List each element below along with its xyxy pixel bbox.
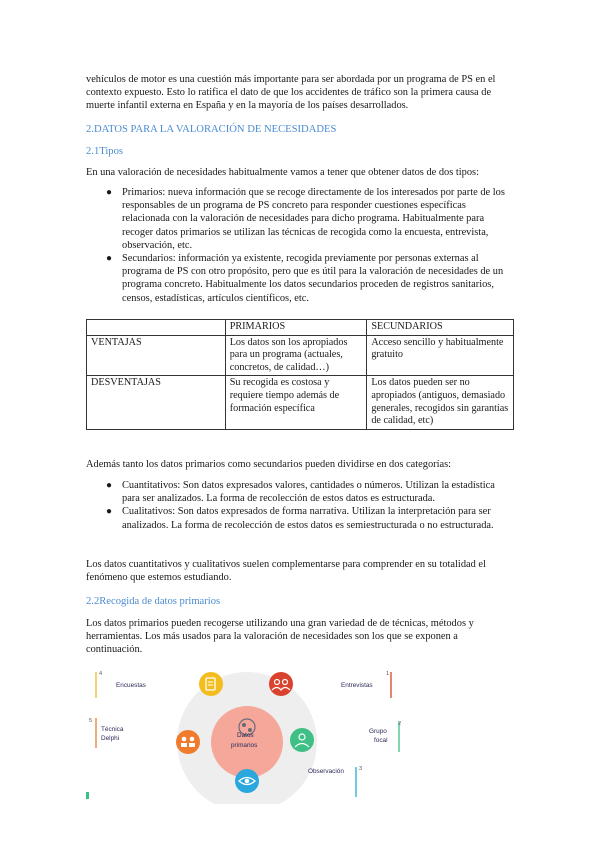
table-cell: SECUNDARIOS	[367, 320, 514, 336]
item-number: 1	[386, 671, 390, 677]
center-label: primarios	[231, 742, 258, 749]
observacion-icon	[235, 769, 259, 793]
complemento-paragraph: Los datos cuantitativos y cualitativos suelen complementarse para comprender en su totalidad el fenómeno que estemos estudiando.	[86, 559, 486, 584]
bullet-icon: ●	[106, 253, 113, 265]
bullet-icon: ●	[106, 480, 113, 491]
corner-mark	[86, 792, 89, 799]
table-row	[87, 376, 514, 429]
item-number: 5	[89, 718, 93, 724]
entrevistas-icon	[269, 672, 293, 696]
table-row	[87, 335, 514, 376]
list-item: ● Cualitativos: Son datos expresados de forma narrativa. Utilizan la interpretación para ser analizados. La forma de recolección de estos datos es semiestructurada o no estructurada.	[106, 506, 494, 531]
encuestas-icon	[199, 672, 223, 696]
comparison-table	[86, 319, 514, 430]
section-heading: 2.DATOS PARA LA VALORACIÓN DE NECESIDADES	[86, 124, 337, 135]
tipos-intro: En una valoración de necesidades habitualmente vamos a tener que obtener datos de dos tipos:	[86, 167, 479, 178]
bullet-icon: ●	[106, 506, 113, 518]
tecnica-delphi-label: Delphi	[101, 735, 120, 742]
table-cell: PRIMARIOS	[225, 320, 367, 336]
encuestas-label: Encuestas	[116, 682, 146, 689]
tecnica-delphi-icon	[176, 730, 200, 754]
observacion-label: Observación	[308, 768, 344, 775]
table-header-row	[87, 320, 514, 336]
table-cell: DESVENTAJAS	[87, 376, 226, 429]
recogida-paragraph: Los datos primarios pueden recogerse utilizando una gran variedad de de técnicas, métodos y herramientas. Los más usados para la valoración de necesidades son los que se exponen a continuación.	[86, 618, 474, 656]
tecnica-delphi-label: Técnica	[101, 726, 124, 733]
table-cell: Su recogida es costosa y requiere tiempo además de formación específica	[225, 376, 367, 429]
grupo-focal-icon	[290, 728, 314, 752]
center-label: Datos	[237, 732, 254, 739]
list-item: ● Secundarios: información ya existente, recogida previamente por personas externas al programa de PS con otro propósito, pero que es útil para la valoración de necesidades de un programa concreto. Habitualmente los datos secundarios proceden de registros sanitarios, censos, estadísticas, artículos científicos, etc.	[106, 253, 504, 304]
categorias-intro: Además tanto los datos primarios como secundarios pueden dividirse en dos categorías:	[86, 459, 452, 470]
item-number: 2	[398, 721, 402, 727]
list-item: ● Primarios: nueva información que se recoge directamente de los interesados por parte de los responsables de un programa de PS concreto para responder cuestiones específicas relacionada con la valoración de necesidades para dicho programa. Habitualmente para recoger datos primarios se utilizan las técnicas de recogida como la encuesta, entrevista, observación, etc.	[106, 187, 505, 251]
subheading-recogida: 2.2Recogida de datos primarios	[86, 596, 221, 607]
categorias-list	[86, 479, 514, 532]
table-cell: VENTAJAS	[87, 335, 226, 376]
table-cell: Los datos pueden ser no apropiados (antiguos, demasiado generales, recogidos sin garantías de calidad, etc)	[367, 376, 514, 429]
table-cell: Los datos son los apropiados para un programa (actuales, concretos, de calidad…)	[225, 335, 367, 376]
subheading-tipos: 2.1Tipos	[86, 146, 124, 157]
grupo-focal-label: Grupo	[369, 728, 387, 735]
table-cell	[87, 320, 226, 336]
bullet-icon: ●	[106, 187, 113, 198]
item-number: 4	[99, 671, 103, 677]
table-cell: Acceso sencillo y habitualmente gratuito	[367, 335, 514, 376]
item-number: 3	[359, 766, 363, 772]
grupo-focal-label: focal	[374, 737, 388, 744]
tipos-list	[86, 186, 514, 305]
intro-paragraph: vehículos de motor es una cuestión más importante para ser abordada por un programa de PS en el contexto expuesto. Esto lo ratifica el dato de que los accidentes de tráfico son la primera causa de muerte infantil externa en España y en la mayoría de los países desarrollados.	[86, 74, 496, 112]
entrevistas-label: Entrevistas	[341, 682, 373, 689]
list-item: ● Cuantitativos: Son datos expresados valores, cantidades o números. Utilizan la estadística para ser analizados. La forma de recolección de estos datos es estructurada.	[106, 480, 495, 505]
datos-primarios-diagram	[86, 664, 404, 804]
